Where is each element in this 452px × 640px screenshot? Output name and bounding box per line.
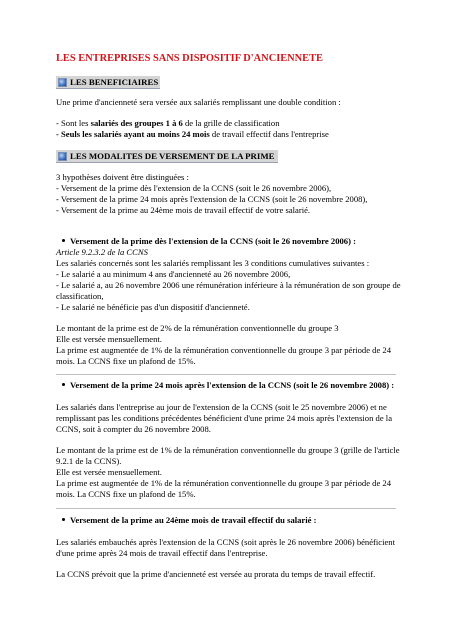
text: - Sont les <box>56 118 91 128</box>
bullet-heading-text: Versement de la prime dès l'extension de la CCNS (soit le 26 novembre 2006) : <box>70 236 356 246</box>
paragraph: Le montant de la prime est de 2% de la rémunération conventionnelle du groupe 3 <box>56 323 339 333</box>
bullet-icon <box>62 383 65 386</box>
paragraph: Les salariés concernés sont les salariés remplissant les 3 conditions cumulatives suivantes : <box>56 258 370 268</box>
section-heading: LES MODALITES DE VERSEMENT DE LA PRIME <box>70 151 275 161</box>
bullet-square-icon <box>58 152 67 161</box>
bullet-heading-text: Versement de la prime 24 mois après l'extension de la CCNS (soit le 26 novembre 2008) : <box>70 380 395 390</box>
section-banner-modalites <box>56 150 278 163</box>
bullet-icon <box>62 239 65 242</box>
paragraph: classification, <box>56 291 104 301</box>
bullet-heading <box>62 380 394 391</box>
condition-line <box>56 129 329 140</box>
paragraph: Elle est versée mensuellement. <box>56 334 162 344</box>
bullet-heading-text: Versement de la prime au 24ème mois de travail effectif du salarié : <box>70 515 317 525</box>
paragraph: La CCNS prévoit que la prime d'ancienneté est versée au prorata du temps de travail effectif. <box>56 569 376 579</box>
bold-text: - Seuls les salariés ayant au moins 24 mois <box>56 129 210 139</box>
paragraph: - Le salarié ne bénéficie pas d'un dispositif d'ancienneté. <box>56 302 250 312</box>
paragraph: - Le salarié a, au 26 novembre 2006 une rémunération inférieure à la rémunération de son groupe de <box>56 280 401 290</box>
section-banner-beneficiaires <box>56 76 160 89</box>
paragraph: remplissant pas les conditions précédentes bénéficient d'une prime 24 mois après l'extension de la <box>56 413 393 423</box>
paragraph: Les salariés dans l'entreprise au jour de l'extension de la CCNS (soit le 25 novembre 2006) et ne <box>56 402 387 412</box>
text: de la grille de classification <box>182 118 280 128</box>
bullet-square-icon <box>58 78 67 87</box>
paragraph: d'une prime après 24 mois de travail effectif dans l'entreprise. <box>56 548 268 558</box>
article-reference: Article 9.2.3.2 de la CCNS <box>56 247 148 257</box>
paragraph: CCNS, soit à compter du 26 novembre 2008. <box>56 424 211 434</box>
paragraph: - Versement de la prime au 24ème mois de travail effectif de votre salarié. <box>56 205 311 215</box>
paragraph: - Versement de la prime 24 mois après l'extension de la CCNS (soit le 26 novembre 2008), <box>56 194 368 204</box>
divider <box>56 374 396 375</box>
paragraph: La prime est augmentée de 1% de la rémunération conventionnelle du groupe 3 par période de 24 <box>56 345 392 355</box>
paragraph: Les salariés embauchés après l'extension de la CCNS (soit après le 26 novembre 2006) bénéficient <box>56 537 395 547</box>
bullet-heading <box>62 515 316 526</box>
section-heading: LES BENEFICIAIRES <box>70 77 159 87</box>
paragraph: Une prime d'ancienneté sera versée aux salariés remplissant une double condition : <box>56 97 341 107</box>
paragraph: Le montant de la prime est de 1% de la rémunération conventionnelle du groupe 3 (grille de l'article <box>56 445 400 455</box>
bullet-heading <box>62 236 356 247</box>
paragraph: mois. La CCNS fixe un plafond de 15%. <box>56 356 196 366</box>
paragraph: Elle est versée mensuellement. <box>56 467 162 477</box>
paragraph: 9.2.1 de la CCNS). <box>56 456 122 466</box>
bullet-icon <box>62 518 65 521</box>
page-title: LES ENTREPRISES SANS DISPOSITIF D'ANCIENNETE <box>56 53 323 64</box>
bold-text: salariés des groupes 1 à 6 <box>90 118 183 128</box>
paragraph: mois. La CCNS fixe un plafond de 15%. <box>56 489 196 499</box>
condition-line <box>56 118 280 129</box>
paragraph: - Le salarié a au minimum 4 ans d'ancienneté au 26 novembre 2006, <box>56 269 291 279</box>
paragraph: 3 hypothèses doivent être distinguées : <box>56 172 189 182</box>
paragraph: - Versement de la prime dès l'extension de la CCNS (soit le 26 novembre 2006), <box>56 183 332 193</box>
divider <box>56 508 396 509</box>
paragraph: La prime est augmentée de 1% de la rémunération conventionnelle du groupe 3 par période de 24 <box>56 478 392 488</box>
text: de travail effectif dans l'entreprise <box>209 129 329 139</box>
